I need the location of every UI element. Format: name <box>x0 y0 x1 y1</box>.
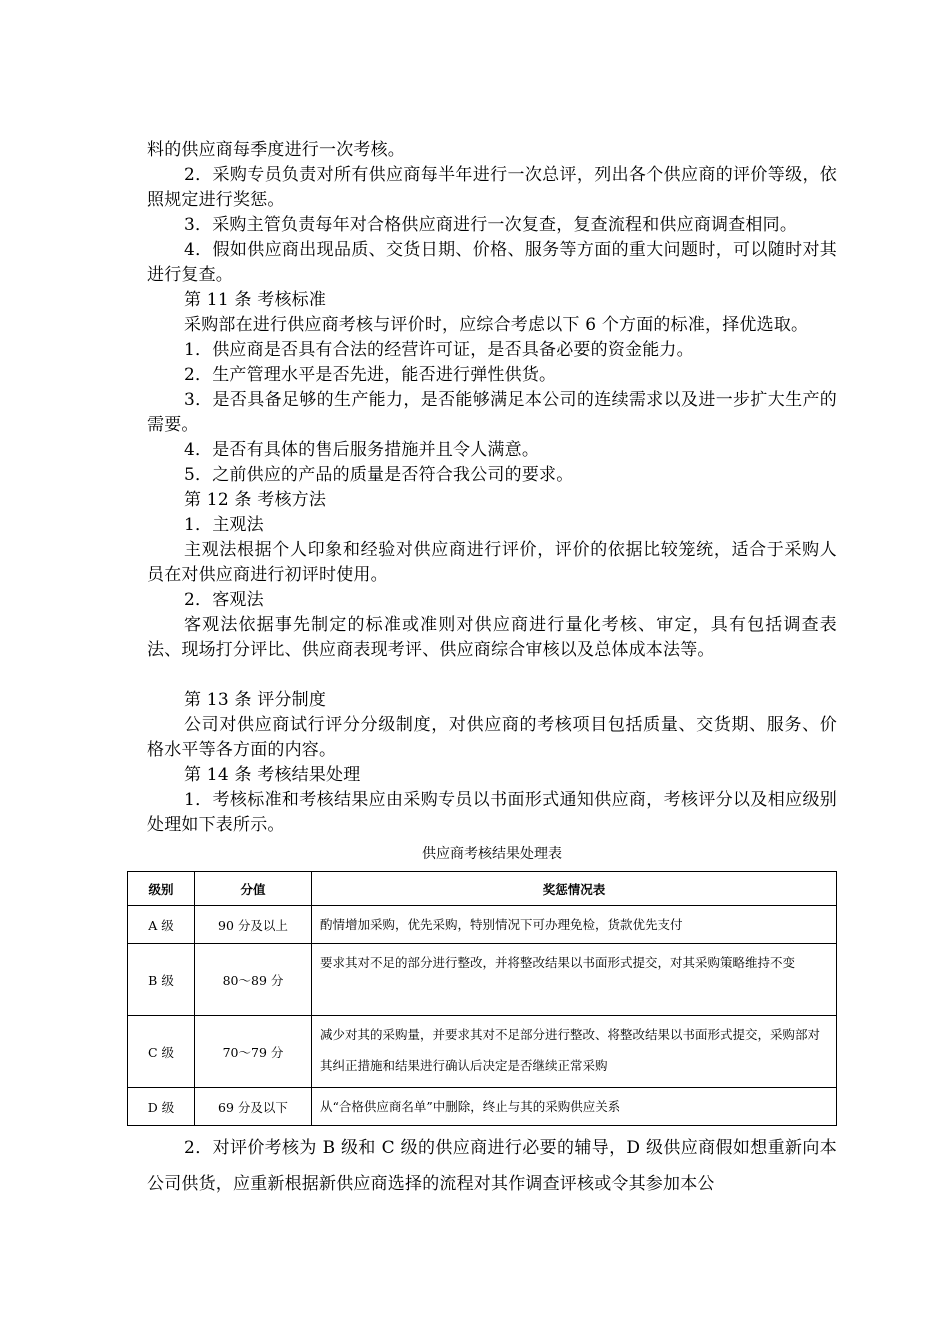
table-header-row <box>128 872 837 906</box>
standard-item-4: 4．是否有具体的售后服务措施并且令人满意。 <box>184 440 540 460</box>
table-row <box>128 906 837 944</box>
grade-cell: A 级 <box>128 906 195 944</box>
header-action: 奖惩情况表 <box>312 872 837 906</box>
article-13-text: 公司对供应商试行评分分级制度，对供应商的考核项目包括质量、交货期、服务、价格水平等各方面的内容。 <box>147 715 837 760</box>
paragraph-continued: 料的供应商每季度进行一次考核。 <box>147 140 405 160</box>
table-row <box>128 944 837 1016</box>
table-row <box>128 1016 837 1088</box>
action-cell: 减少对其的采购量，并要求其对不足部分进行整改、将整改结果以书面形式提交，采购部对其纠正措施和结果进行确认后决定是否继续正常采购 <box>312 1016 837 1088</box>
table-row <box>128 1088 837 1126</box>
action-cell: 酌情增加采购，优先采购，特别情况下可办理免检，货款优先支付 <box>312 906 837 944</box>
article-11-intro: 采购部在进行供应商考核与评价时，应综合考虑以下 6 个方面的标准，择优选取。 <box>184 315 809 335</box>
article-12-heading: 第 12 条 考核方法 <box>184 490 327 510</box>
header-score: 分值 <box>195 872 312 906</box>
article-14-item-2: 2．对评价考核为 B 级和 C 级的供应商进行必要的辅导，D 级供应商假如想重新向本公司供货，应重新根据新供应商选择的流程对其作调查评核或令其参加本公 <box>147 1138 837 1194</box>
article-14-item-1: 1．考核标准和考核结果应由采购专员以书面形式通知供应商，考核评分以及相应级别处理如下表所示。 <box>147 790 837 835</box>
paragraph-item-2: 2．采购专员负责对所有供应商每半年进行一次总评，列出各个供应商的评价等级，依照规定进行奖惩。 <box>147 165 837 210</box>
paragraph-item-4: 4．假如供应商出现品质、交货日期、价格、服务等方面的重大问题时，可以随时对其进行复查。 <box>147 240 837 285</box>
header-grade: 级别 <box>128 872 195 906</box>
standard-item-5: 5．之前供应的产品的质量是否符合我公司的要求。 <box>184 465 574 485</box>
score-cell: 90 分及以上 <box>195 906 312 944</box>
grade-cell: D 级 <box>128 1088 195 1126</box>
article-13-heading: 第 13 条 评分制度 <box>184 690 327 710</box>
document-page <box>147 138 837 1202</box>
method-1-text: 主观法根据个人印象和经验对供应商进行评价，评价的依据比较笼统，适合于采购人员在对供应商进行初评时使用。 <box>147 540 837 585</box>
article-11-heading: 第 11 条 考核标准 <box>184 290 327 310</box>
table-caption: 供应商考核结果处理表 <box>422 846 562 862</box>
method-1-title: 1．主观法 <box>184 515 264 535</box>
action-cell: 要求其对不足的部分进行整改，并将整改结果以书面形式提交，对其采购策略维持不变 <box>312 944 837 1016</box>
result-table <box>127 871 837 1126</box>
blank-line <box>147 663 837 688</box>
paragraph-item-3: 3．采购主管负责每年对合格供应商进行一次复查，复查流程和供应商调查相同。 <box>184 215 798 235</box>
score-cell: 69 分及以下 <box>195 1088 312 1126</box>
standard-item-1: 1．供应商是否具有合法的经营许可证，是否具备必要的资金能力。 <box>184 340 694 360</box>
score-cell: 80～89 分 <box>195 944 312 1016</box>
method-2-text: 客观法依据事先制定的标准或准则对供应商进行量化考核、审定，具有包括调查表法、现场打分评比、供应商表现考评、供应商综合审核以及总体成本法等。 <box>147 615 837 660</box>
method-2-title: 2．客观法 <box>184 590 264 610</box>
grade-cell: C 级 <box>128 1016 195 1088</box>
standard-item-3: 3．是否具备足够的生产能力，是否能够满足本公司的连续需求以及进一步扩大生产的需要。 <box>147 390 837 435</box>
article-14-heading: 第 14 条 考核结果处理 <box>184 765 361 785</box>
grade-cell: B 级 <box>128 944 195 1016</box>
standard-item-2: 2．生产管理水平是否先进，能否进行弹性供货。 <box>184 365 557 385</box>
action-cell: 从“合格供应商名单”中删除，终止与其的采购供应关系 <box>312 1088 837 1126</box>
score-cell: 70～79 分 <box>195 1016 312 1088</box>
